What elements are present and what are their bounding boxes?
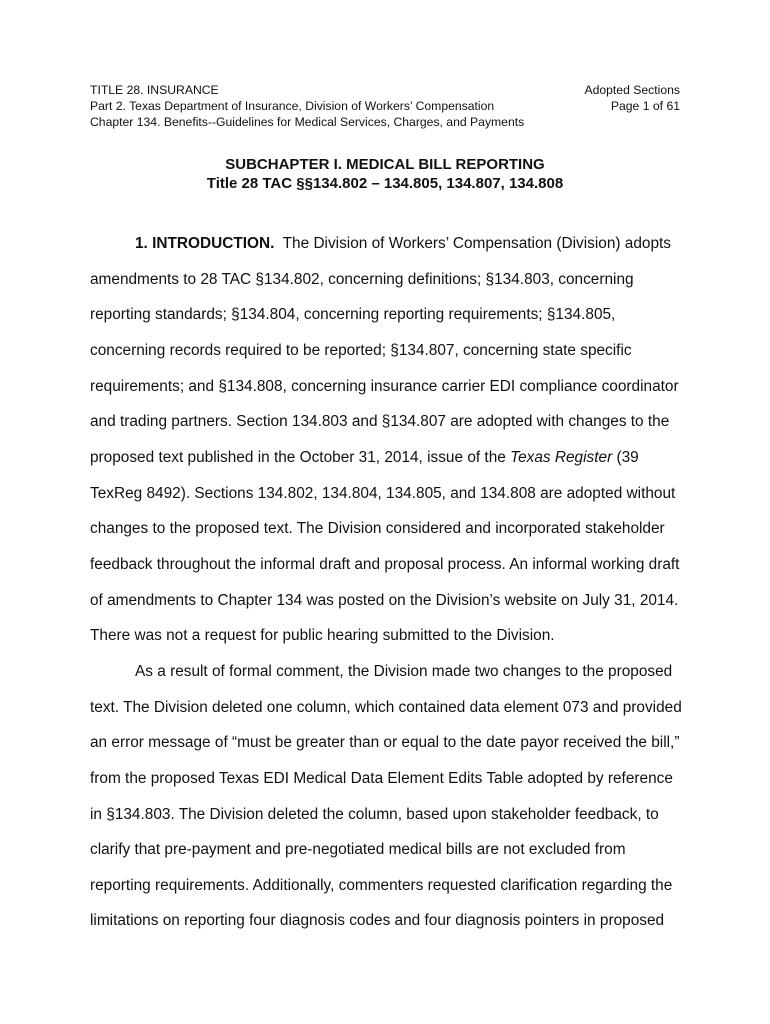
body-line: limitations on reporting four diagnosis codes and four diagnosis pointers in proposed [90,912,665,930]
intro-heading: 1. INTRODUCTION. [135,235,275,252]
document-title [0,155,770,193]
body-line: from the proposed Texas EDI Medical Data Element Edits Table adopted by reference [90,769,673,787]
body-line: of amendments to Chapter 134 was posted on the Division’s website on July 31, 2014. [90,591,679,609]
intro-line [90,226,690,262]
body-line: As a result of formal comment, the Division made two changes to the proposed [135,662,673,680]
body-line: clarify that pre-payment and pre-negotiated medical bills are not excluded from [90,841,626,859]
page-number: Page 1 of 61 [610,99,680,113]
body-line: an error message of “must be greater than or equal to the date payor received the bill,” [90,734,680,752]
header-title: TITLE 28. INSURANCE [90,83,219,97]
header-part: Part 2. Texas Department of Insurance, Division of Workers’ Compensation [90,99,495,113]
body-text: The Division of Workers’ Compensation (Division) adopts [274,235,671,252]
body-line: in §134.803. The Division deleted the column, based upon stakeholder feedback, to [90,805,659,823]
body-line: reporting standards; §134.804, concerning reporting requirements; §134.805, [90,306,616,324]
header-chapter: Chapter 134. Benefits--Guidelines for Medical Services, Charges, and Payments [90,115,525,129]
body-line: TexReg 8492). Sections 134.802, 134.804, 134.805, and 134.808 are adopted without [90,484,676,502]
body-line: feedback throughout the informal draft and proposal process. An informal working draft [90,555,680,573]
body-line: requirements; and §134.808, concerning insurance carrier EDI compliance coordinator [90,377,679,395]
publication-name: Texas Register [510,448,613,466]
running-header-left [90,82,524,130]
document-body [90,226,690,939]
body-text: proposed text published in the October 31, 2014, issue of the [90,448,511,466]
body-line: amendments to 28 TAC §134.802, concerning definitions; §134.803, concerning [90,270,634,288]
subchapter-title: SUBCHAPTER I. MEDICAL BILL REPORTING [225,156,545,173]
body-text: (39 [612,448,639,466]
running-header-right [584,82,680,114]
body-line: text. The Division deleted one column, which contained data element 073 and provided [90,698,682,716]
header-status: Adopted Sections [584,83,680,97]
body-line: concerning records required to be reported; §134.807, concerning state specific [90,341,632,359]
body-line [90,440,690,476]
body-line: changes to the proposed text. The Division considered and incorporated stakeholder [90,520,665,538]
body-line: There was not a request for public hearing submitted to the Division. [90,627,555,645]
body-line: and trading partners. Section 134.803 and §134.807 are adopted with changes to the [90,413,670,431]
body-line: reporting requirements. Additionally, commenters requested clarification regarding the [90,876,673,894]
section-reference: Title 28 TAC §§134.802 – 134.805, 134.807, 134.808 [206,175,564,192]
